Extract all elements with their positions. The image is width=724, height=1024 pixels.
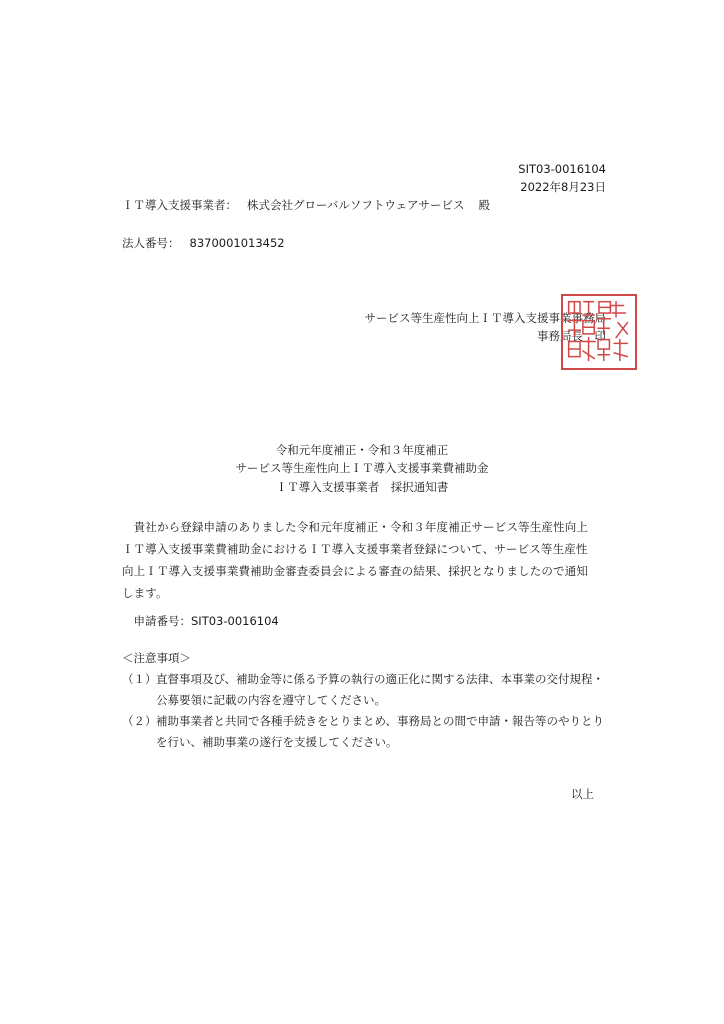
recipient-line bbox=[122, 198, 490, 212]
paragraph-line: 貴社から登録申請のありました令和元年度補正・令和３年度補正サービス等生産性向上 bbox=[122, 520, 588, 534]
notes-heading: ＜注意事項＞ bbox=[122, 651, 191, 665]
paragraph-line: ＩＴ導入支援事業費補助金におけるＩＴ導入支援事業者登録について、サービス等生産性 bbox=[122, 542, 588, 556]
recipient-name: 株式会社グローバルソフトウェアサービス bbox=[247, 198, 465, 212]
note-body bbox=[156, 669, 622, 711]
application-number-value: SIT03-0016104 bbox=[191, 614, 279, 628]
seal-graphic bbox=[563, 296, 635, 368]
note-line: を行い、補助事業の遂行を支援してください。 bbox=[156, 735, 398, 749]
corporate-number-line bbox=[122, 236, 285, 250]
paragraph-line: します。 bbox=[122, 586, 168, 600]
note-number: （２） bbox=[122, 714, 157, 728]
application-number-line bbox=[122, 614, 279, 628]
title-line-3: ＩＴ導入支援事業者 採択通知書 bbox=[275, 480, 449, 494]
corporate-number-value: 8370001013452 bbox=[189, 236, 285, 250]
notification-paragraph bbox=[122, 516, 622, 604]
official-seal-stamp bbox=[561, 294, 637, 370]
issuer-name: サービス等生産性向上ＩＴ導入支援事業事務局 bbox=[364, 311, 606, 325]
closing-mark: 以上 bbox=[571, 787, 594, 801]
note-line: 直督事項及び、補助金等に係る予算の執行の適正化に関する法律、本事業の交付規程・ bbox=[156, 672, 605, 686]
recipient-label: ＩＴ導入支援事業者： bbox=[122, 198, 237, 212]
title-line-1: 令和元年度補正・令和３年度補正 bbox=[275, 443, 449, 457]
issuer-title: 事務局長 印 bbox=[537, 329, 606, 343]
note-number: （１） bbox=[122, 672, 157, 686]
note-item bbox=[122, 711, 622, 753]
note-line: 補助事業者と共同で各種手続きをとりまとめ、事務局との間で申請・報告等のやりとり bbox=[156, 714, 605, 728]
recipient-honorific: 殿 bbox=[478, 198, 490, 212]
issue-date: 2022年8月23日 bbox=[520, 180, 606, 194]
document-id: SIT03-0016104 bbox=[518, 162, 606, 176]
notes-section bbox=[122, 648, 622, 753]
application-number-label: 申請番号： bbox=[122, 614, 191, 628]
corporate-number-label: 法人番号： bbox=[122, 236, 180, 250]
note-body bbox=[156, 711, 622, 753]
title-line-2: サービス等生産性向上ＩＴ導入支援事業費補助金 bbox=[235, 461, 489, 475]
paragraph-line: 向上ＩＴ導入支援事業費補助金審査委員会による審査の結果、採択となりましたので通知 bbox=[122, 564, 588, 578]
note-line: 公募要領に記載の内容を遵守してください。 bbox=[156, 693, 386, 707]
note-item bbox=[122, 669, 622, 711]
